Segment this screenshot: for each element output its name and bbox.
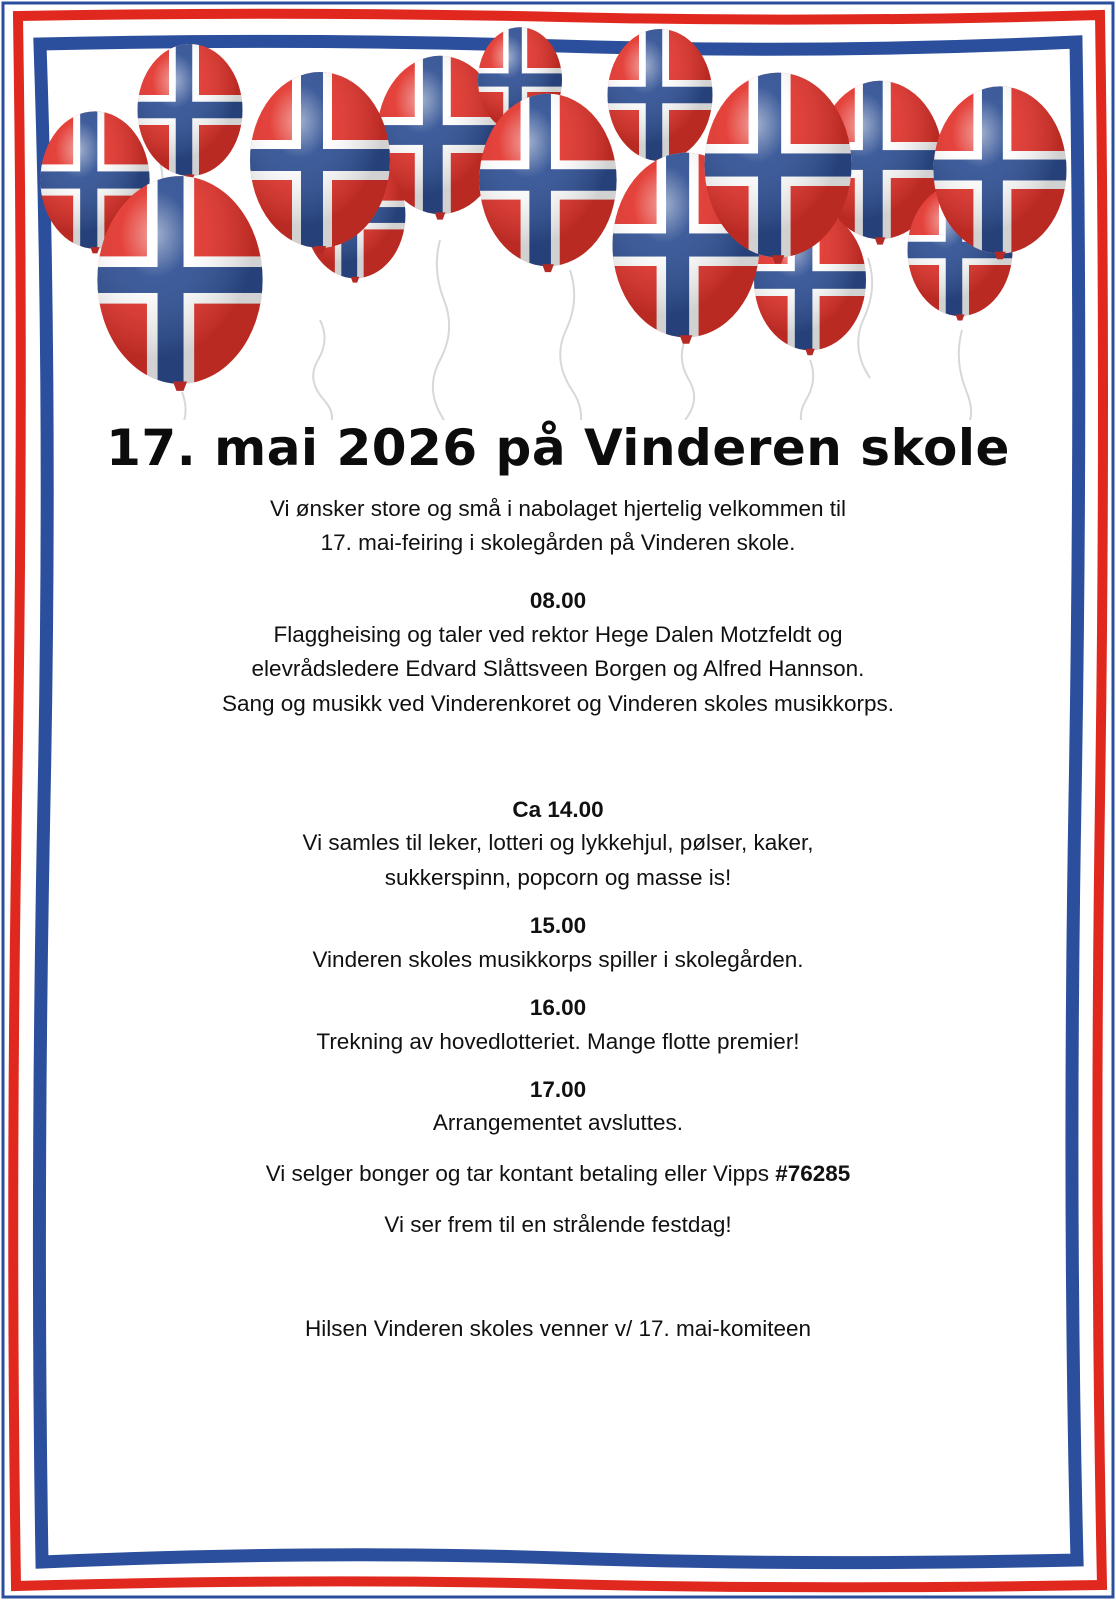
program-item-1700 xyxy=(60,1073,1056,1141)
program-item-1400 xyxy=(60,793,1056,895)
vipps-number: #76285 xyxy=(775,1160,851,1186)
program-item-1500 xyxy=(60,909,1056,977)
program-line: Trekning av hovedlotteriet. Mange flotte premier! xyxy=(316,1028,800,1054)
program-time: 16.00 xyxy=(529,994,587,1020)
payment-info xyxy=(60,1157,1056,1191)
intro-line-2: 17. mai-feiring i skolegården på Vinderen skole. xyxy=(320,530,796,556)
program-line: Sang og musikk ved Vinderenkoret og Vinderen skoles musikkorps. xyxy=(221,690,895,716)
intro-line-1: Vi ønsker store og små i nabolaget hjertelig velkommen til xyxy=(269,496,847,521)
invitation-content xyxy=(60,418,1056,1346)
program-item-1600 xyxy=(60,991,1056,1059)
program-line: elevrådsledere Edvard Slåttsveen Borgen og Alfred Hannson. xyxy=(251,656,865,682)
program-line: Vi samles til leker, lotteri og lykkehjul, pølser, kaker, xyxy=(302,830,814,856)
program-line: Arrangementet avsluttes. xyxy=(432,1110,684,1136)
program-time: Ca 14.00 xyxy=(512,796,604,822)
balloon-back-5 xyxy=(600,20,720,170)
program-item-0800 xyxy=(60,584,1056,720)
flag-balloons-illustration xyxy=(0,0,1116,420)
program-line: Vinderen skoles musikkorps spiller i skolegården. xyxy=(312,946,804,972)
signoff-text: Hilsen Vinderen skoles venner v/ 17. mai-komiteen xyxy=(304,1316,812,1342)
program-time: 17.00 xyxy=(529,1076,587,1102)
program-time: 15.00 xyxy=(529,912,587,938)
balloon-back-2 xyxy=(130,35,250,185)
spacer xyxy=(60,735,1056,793)
payment-text: Vi selger bonger og tar kontant betaling eller Vipps xyxy=(265,1160,776,1186)
page-title: 17. mai 2026 på Vinderen skole xyxy=(106,419,1010,477)
program-time: 08.00 xyxy=(529,588,587,614)
program-line: sukkerspinn, popcorn og masse is! xyxy=(384,864,732,890)
intro-text xyxy=(60,492,1056,560)
program-line: Flaggheising og taler ved rektor Hege Dalen Motzfeldt og xyxy=(273,622,843,648)
closing-text: Vi ser frem til en strålende festdag! xyxy=(384,1212,732,1238)
